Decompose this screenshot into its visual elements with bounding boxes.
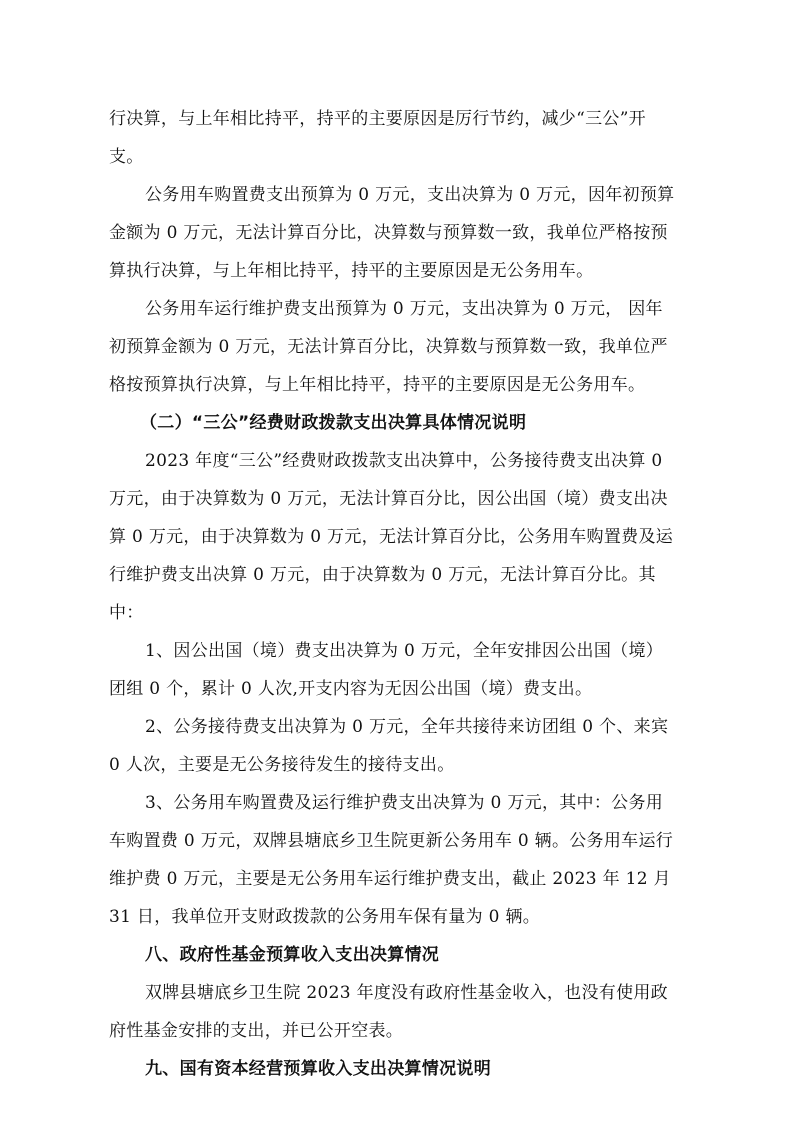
body-text-line: 中： [109, 603, 144, 623]
body-text-line: 1、因公出国（境）费支出决算为 0 万元，全年安排因公出国（境） [145, 641, 664, 661]
body-text-line: 初预算金额为 0 万元，无法计算百分比，决算数与预算数一致，我单位严 [109, 337, 668, 357]
body-text-line: 支。 [109, 147, 144, 167]
body-text-line: 车购置费 0 万元，双牌县塘底乡卫生院更新公务用车 0 辆。公务用车运行 [109, 831, 674, 851]
body-text-line: 格按预算执行决算，与上年相比持平，持平的主要原因是无公务用车。 [109, 375, 646, 395]
body-text-line: 行维护费支出决算 0 万元，由于决算数为 0 万元，无法计算百分比。其 [109, 565, 656, 585]
body-text-line: 公务用车购置费支出预算为 0 万元，支出决算为 0 万元，因年初预算 [145, 185, 675, 205]
body-text-line: 金额为 0 万元，无法计算百分比，决算数与预算数一致，我单位严格按预 [109, 223, 668, 243]
body-text-line: 31 日，我单位开支财政拨款的公务用车保有量为 0 辆。 [109, 907, 541, 927]
body-text-line: 算 0 万元，由于决算数为 0 万元，无法计算百分比，公务用车购置费及运 [109, 527, 674, 547]
body-text-line: 算执行决算，与上年相比持平，持平的主要原因是无公务用车。 [109, 261, 594, 281]
body-text-line: 2023 年度“三公”经费财政拨款支出决算中，公务接待费支出决算 0 [145, 451, 663, 471]
section-heading: （二）“三公”经费财政拨款支出决算具体情况说明 [140, 413, 527, 433]
body-text-line: 公务用车运行维护费支出预算为 0 万元，支出决算为 0 万元， 因年 [145, 299, 663, 319]
body-text-line: 维护费 0 万元，主要是无公务用车运行维护费支出，截止 2023 年 12 月 [109, 869, 671, 889]
body-text-line: 双牌县塘底乡卫生院 2023 年度没有政府性基金收入，也没有使用政 [145, 983, 668, 1003]
body-text-line: 2、公务接待费支出决算为 0 万元，全年共接待来访团组 0 个、来宾 [145, 717, 669, 737]
body-text-line: 团组 0 个，累计 0 人次,开支内容为无因公出国（境）费支出。 [109, 679, 593, 699]
body-text-line: 行决算，与上年相比持平，持平的主要原因是厉行节约，减少“三公”开 [109, 109, 646, 129]
body-text-line: 府性基金安排的支出，并已公开空表。 [109, 1021, 404, 1041]
section-heading: 八、政府性基金预算收入支出决算情况 [145, 945, 440, 965]
section-heading: 九、国有资本经营预算收入支出决算情况说明 [145, 1059, 491, 1079]
body-text-line: 万元，由于决算数为 0 万元，无法计算百分比，因公出国（境）费支出决 [109, 489, 668, 509]
body-text-line: 3、公务用车购置费及运行维护费支出决算为 0 万元，其中：公务用 [145, 793, 664, 813]
body-text-line: 0 人次，主要是无公务接待发生的接待支出。 [109, 755, 455, 775]
